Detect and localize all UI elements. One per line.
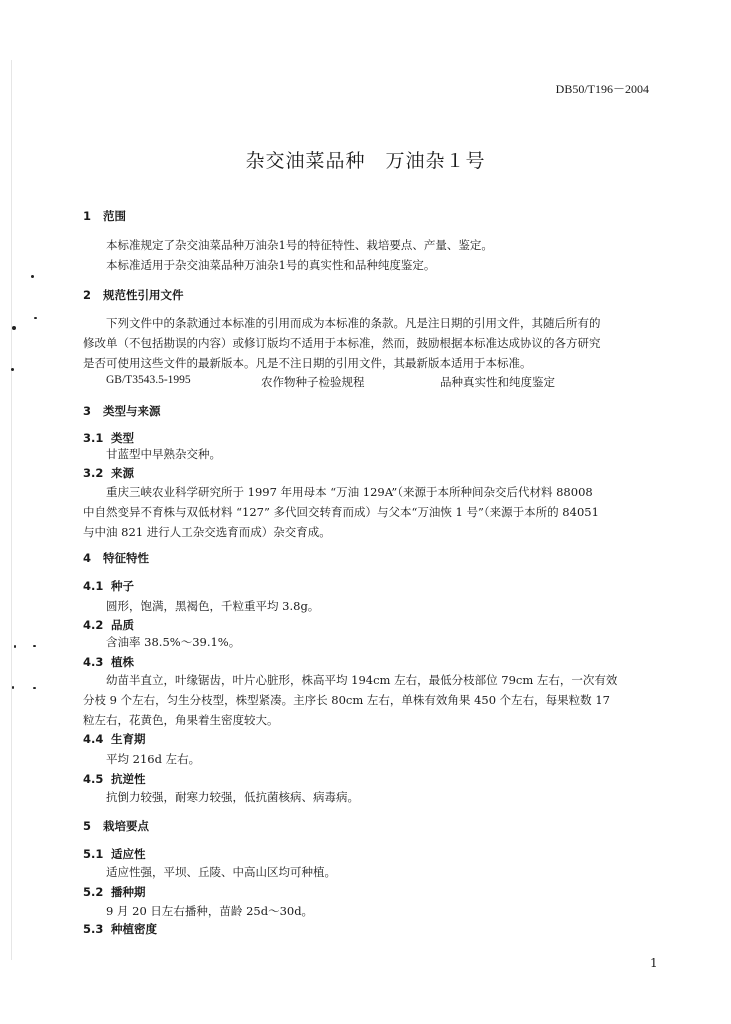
section-heading: 4 特征特性 [83, 551, 149, 565]
scan-speck [12, 326, 16, 330]
subsection-heading: 4.2 品质 [83, 618, 134, 632]
section-heading: 3 类型与来源 [83, 404, 161, 418]
section-heading: 2 规范性引用文件 [83, 288, 184, 302]
scan-speck [33, 687, 36, 689]
subsection-heading: 3.1 类型 [83, 431, 134, 445]
document-title: 杂交油菜品种 万油杂１号 [245, 150, 486, 172]
paragraph-line: 含油率 38.5%～39.1%。 [106, 635, 241, 649]
paragraph-line: 重庆三峡农业科学研究所于 1997 年用母本 “万油 129A”（来源于本所种间杂交后代材料 88008 [106, 485, 593, 499]
subsection-heading: 4.3 植株 [83, 655, 134, 669]
subsection-heading: 4.5 抗逆性 [83, 772, 146, 786]
section-heading: 5 栽培要点 [83, 819, 149, 833]
paragraph-line: 分枝 9 个左右，匀生分枝型，株型紧凑。主序长 80cm 左右，单株有效角果 450 个左右，每果粒数 17 [83, 693, 610, 707]
paragraph-line: 粒左右，花黄色，角果着生密度较大。 [83, 713, 279, 727]
scan-speck [31, 275, 34, 278]
subsection-heading: 5.1 适应性 [83, 847, 146, 861]
subsection-heading: 3.2 来源 [83, 466, 134, 480]
paragraph-line: 抗倒力较强，耐寒力较强，低抗菌核病、病毒病。 [106, 790, 359, 804]
scan-speck [11, 368, 14, 371]
reference-part: 品种真实性和纯度鉴定 [440, 375, 555, 389]
paragraph-line: 本标准规定了杂交油菜品种万油杂1号的特征特性、栽培要点、产量、鉴定。 [106, 238, 493, 252]
scan-speck [12, 686, 14, 689]
paragraph-line: 与中油 821 进行人工杂交选育而成）杂交育成。 [83, 525, 331, 539]
paragraph-line: 下列文件中的条款通过本标准的引用而成为本标准的条款。凡是注日期的引用文件，其随后所有的 [106, 316, 601, 330]
document-id: DB50/T196－2004 [555, 82, 649, 96]
paragraph-line: 圆形，饱满，黑褐色，千粒重平均 3.8g。 [106, 599, 320, 613]
paragraph-line: 中自然变异不育株与双低材料 “127” 多代回交转育而成）与父本“万油恢 1 号”（来源于本所的 84051 [83, 505, 599, 519]
page-number: 1 [650, 956, 658, 970]
paragraph-line: 修改单（不包括勘误的内容）或修订版均不适用于本标准，然而，鼓励根据本标准达成协议的各方研究 [83, 336, 601, 350]
scan-edge [11, 60, 12, 960]
section-heading: 1 范围 [83, 209, 126, 223]
paragraph-line: 幼苗半直立，叶缘锯齿，叶片心脏形，株高平均 194cm 左右，最低分枝部位 79cm 左右，一次有效 [106, 673, 618, 687]
paragraph-line: 甘蓝型中早熟杂交种。 [106, 447, 221, 461]
paragraph-line: 9 月 20 日左右播种，苗龄 25d～30d。 [106, 904, 314, 918]
subsection-heading: 5.2 播种期 [83, 885, 146, 899]
scan-speck [34, 317, 37, 319]
subsection-heading: 5.3 种植密度 [83, 922, 157, 936]
paragraph-line: 本标准适用于杂交油菜品种万油杂1号的真实性和品种纯度鉴定。 [106, 258, 436, 272]
subsection-heading: 4.4 生育期 [83, 732, 146, 746]
subsection-heading: 4.1 种子 [83, 579, 134, 593]
scan-speck [33, 645, 36, 647]
paragraph-line: 平均 216d 左右。 [106, 752, 201, 766]
reference-name: 农作物种子检验规程 [261, 375, 365, 389]
reference-code: GB/T3543.5-1995 [106, 374, 191, 386]
scan-speck [14, 645, 16, 648]
paragraph-line: 适应性强，平坝、丘陵、中高山区均可种植。 [106, 865, 336, 879]
paragraph-line: 是否可使用这些文件的最新版本。凡是不注日期的引用文件，其最新版本适用于本标准。 [83, 356, 532, 370]
